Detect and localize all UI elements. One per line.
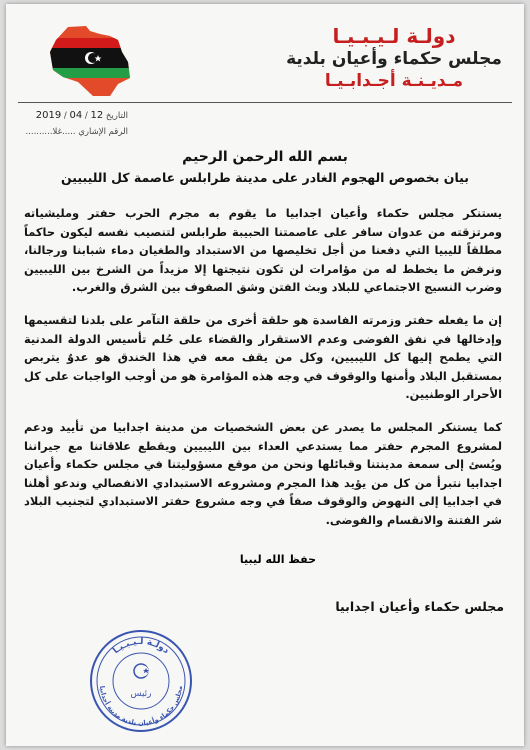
signature-line: مجلس حكماء وأعيان اجدابيا (335, 599, 504, 614)
date-line: التاريخ 12 / 04 / 2019 (35, 110, 128, 121)
reference-block (18, 108, 128, 140)
closing-line: حفظ الله ليبيا (239, 553, 316, 566)
reference-number: الرقم الإشاري .....غلا.......... (25, 127, 128, 137)
date-day: 12 (90, 110, 104, 121)
council-name: مجلس حكماء وأعيان بلدية (286, 49, 502, 69)
basmala: بسم الله الرحمن الرحيم (182, 149, 348, 165)
paragraph: إن ما يفعله حفتر وزمرته الفاسدة هو حلقة أخرى من حلقة التآمر على بلدنا لتقسيمها وإدخالها في نفق الفوضى وعدم الاستقرار والقضاء على حُلم تأسيس الدولة المدنية التي يطمح إليها كل الليبيين، وكل من يقف معه في هذا الخندق هو عدوٌ يتربص بمستقبل البلاد وأمنها والوقوف في وجه هذه المؤامرة هو من أوجب الواجبات على كل الأحرار الوطنيين. (24, 312, 502, 402)
statement-body (24, 204, 502, 544)
document-page (6, 4, 524, 746)
city-name: مـديـنـة أجـدابـيـا (324, 71, 464, 91)
statement-title: بيان بخصوص الهجوم الغادر على مدينة طرابلس عاصمة كل الليبيين (61, 170, 469, 185)
date-month: 04 (69, 110, 83, 121)
libya-map-flag-emblem (38, 22, 138, 102)
paragraph: يستنكر مجلس حكماء وأعيان اجدابيا ما يقوم به مجرم الحرب حفتر ومليشياته ومرتزقته من عدوان سافر على عاصمتنا الحبيبة طرابلس لتنصيب نفسه ليكون حاكماً مطلقاً لليبيا التي دفعنا من أجل تخليصها من الاستبداد والطغيان دماء شبابنا ورجالنا، ونرفض ما يخطط له من مؤامرات لن تكون نتيجتها إلا مزيداً من الشرخ بين الليبيين وضرب النسيج الاجتماعي للبلاد وبث الفتن وشق الصفوف بين الشرق والغرب. (24, 206, 502, 295)
state-name: دولـة لـيـبـيـا (332, 24, 456, 48)
date-year: 2019 (35, 110, 62, 121)
svg-text:مجلس حكماء وأعيان بلدية مدينة: مجلس حكماء وأعيان بلدية مدينة أجدابيا (98, 685, 184, 728)
svg-text:رئيس: رئيس (130, 689, 152, 699)
letterhead (284, 24, 504, 92)
paragraph: كما يستنكر المجلس ما يصدر عن بعض الشخصيات من مدينة اجدابيا من تأييد ودعم لمشروع المجرم حفتر مما يستدعي العداء بين الليبيين ويقطع علاقاتنا مع جيراننا ويُسئ إلى سمعة مدينتنا وقبائلها ونحن من موقع مسؤوليتنا في مجلس حكماء وأعيان اجدابيا نتبرأ من كل من يؤيد هذا المجرم ومشروعه الاستبدادي الانفصالي وندعو أهلنا في اجدابيا إلى النهوض والوقوف صفاً في وجه مشروع حفتر الاستبدادي لتجنيب البلاد شر الفتنة والانقسام والفوضى. (24, 419, 502, 527)
official-seal-stamp (86, 626, 196, 736)
header-divider (18, 102, 512, 103)
svg-text:دولـة لـيـبـيـا: دولـة لـيـبـيـا (111, 636, 171, 657)
